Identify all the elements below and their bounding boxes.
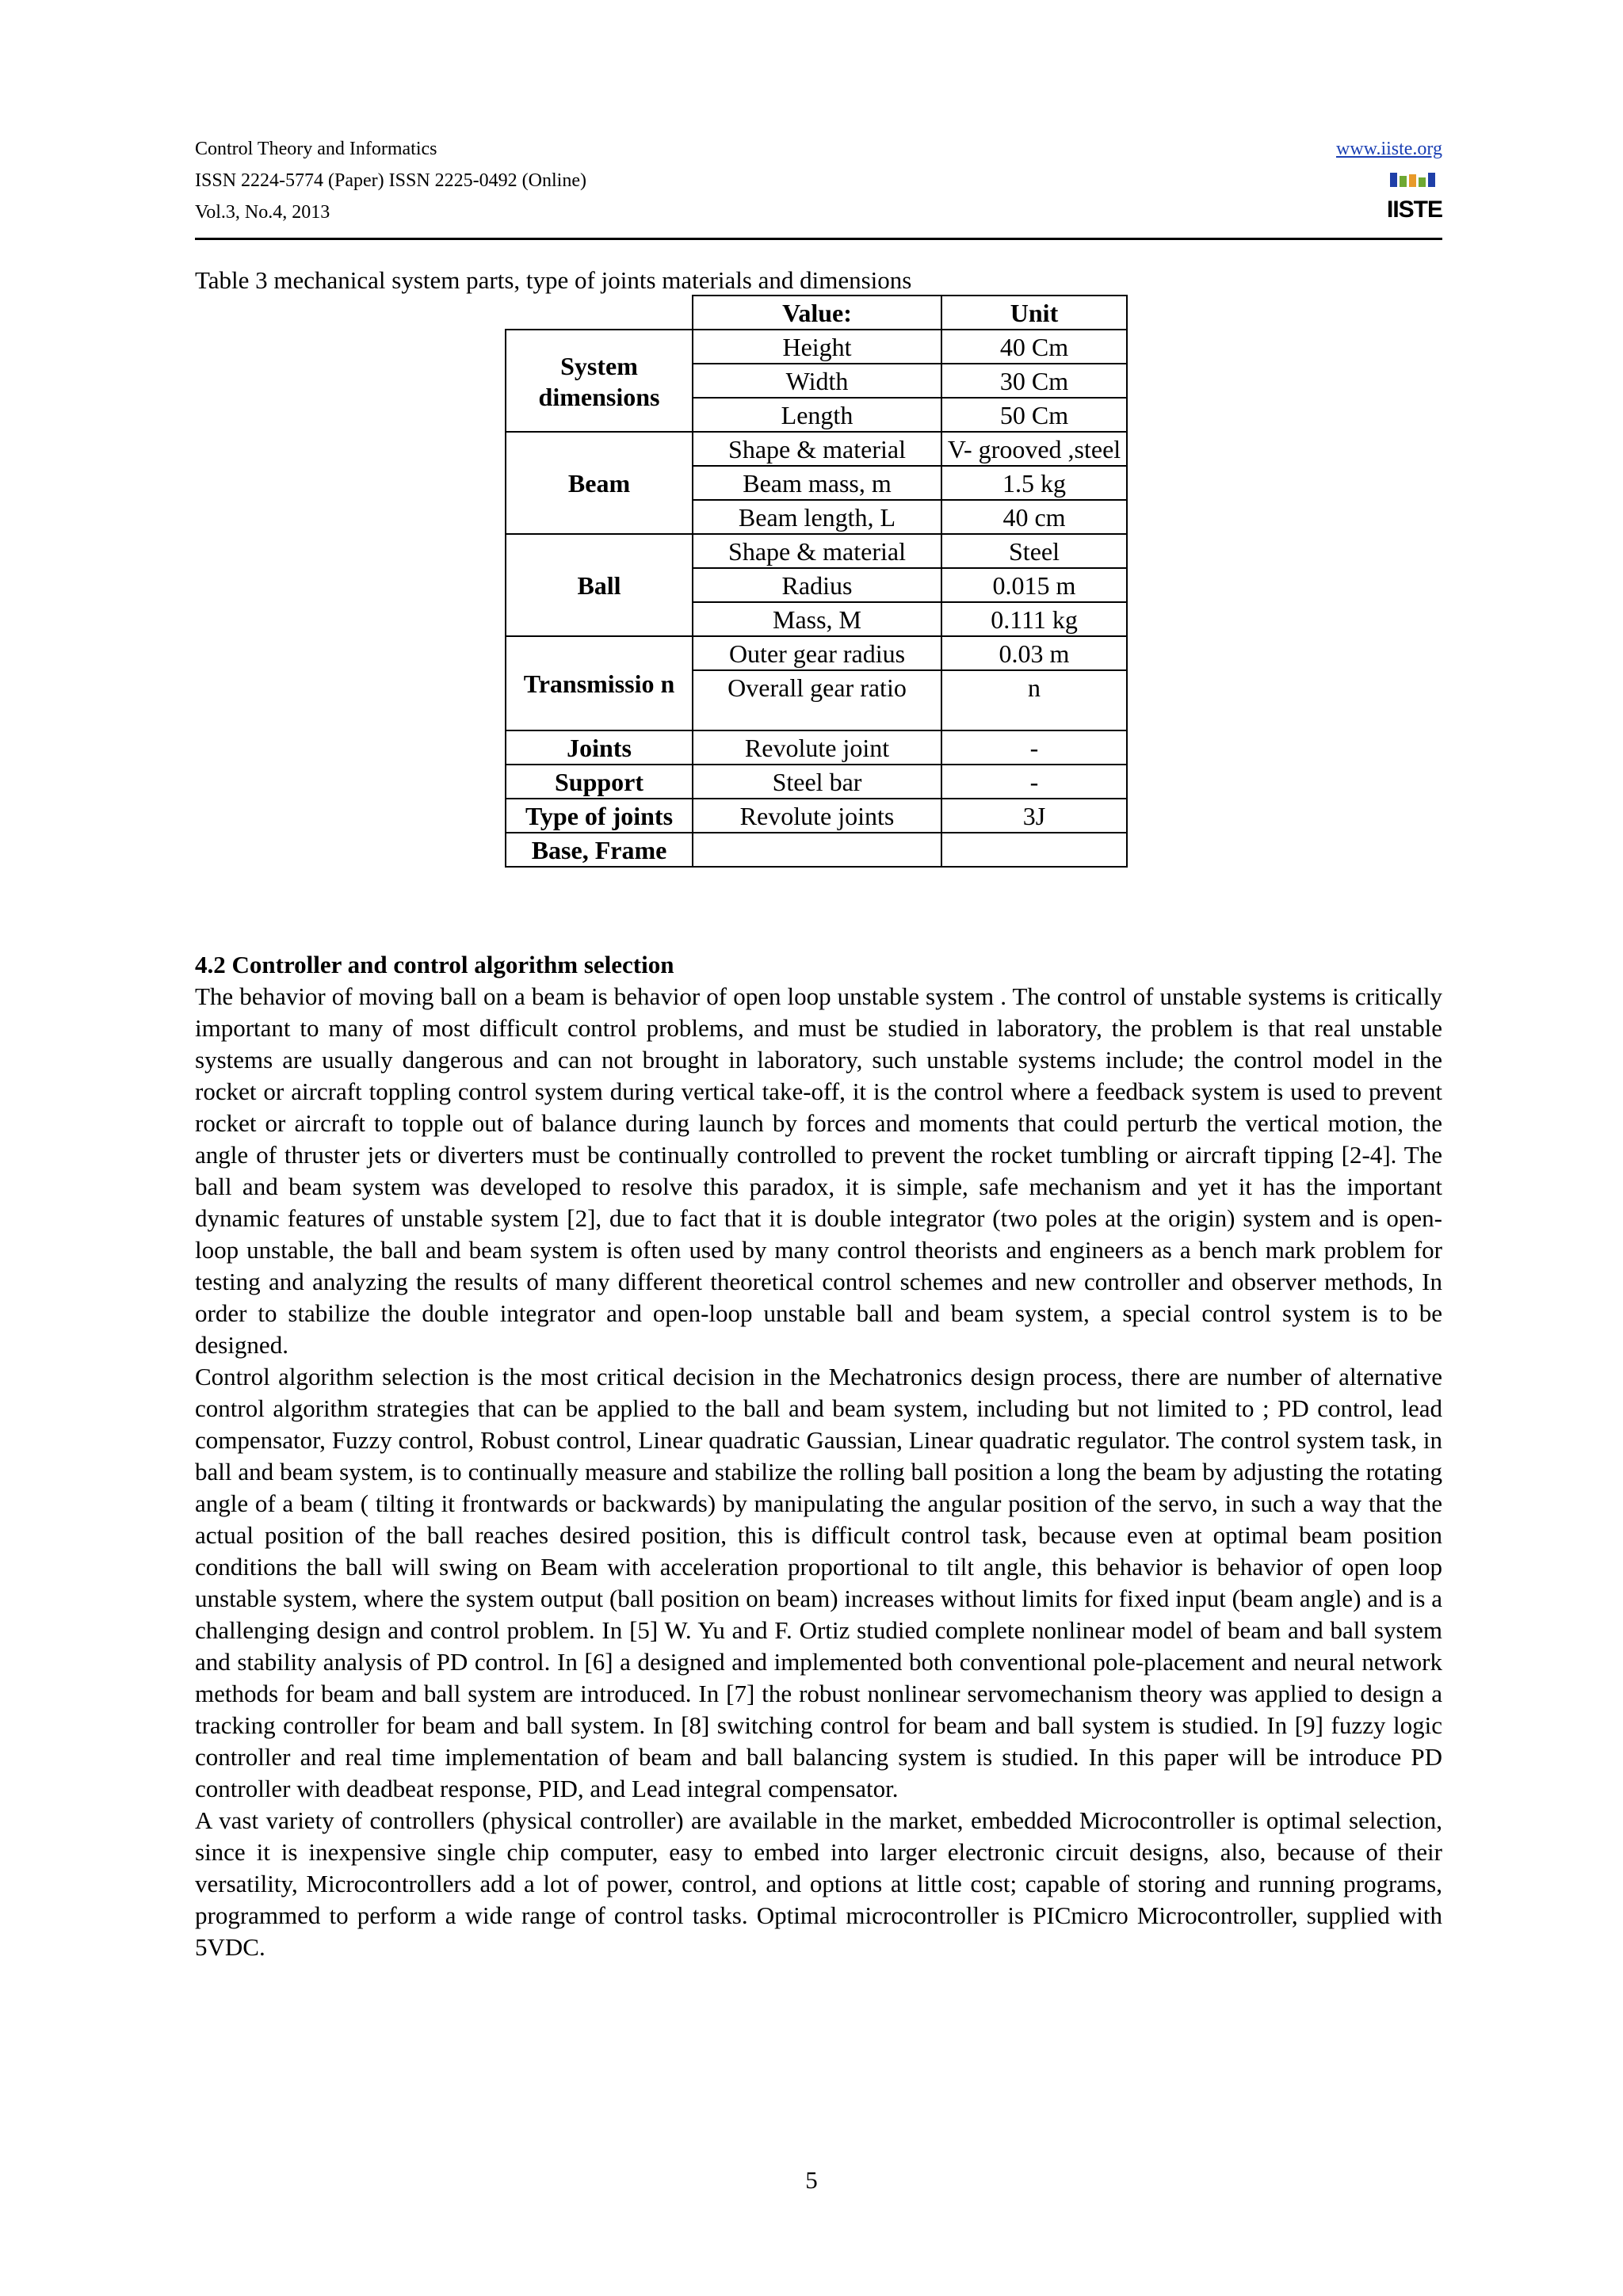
cell-unit: - xyxy=(941,730,1127,765)
group-joints: Joints xyxy=(506,730,693,765)
table-row xyxy=(506,636,1127,670)
cell-value: Radius xyxy=(693,568,941,602)
cell-unit xyxy=(941,833,1127,867)
body-paragraph: Control algorithm selection is the most critical decision in the Mechatronics design process, there are number of alternative control algorithm strategies that can be applied to the ball and beam system, including but not limited to ; PD control, lead compensator, Fuzzy control, Robust control, Linear quadratic Gaussian, Linear quadratic regulator. The control system task, in ball and beam system, is to continually measure and stabilize the rolling ball position a long the beam by adjusting the rotating angle of a beam ( tilting it frontwards or backwards) by manipulating the angular position of the servo, in such a way that the actual position of the ball reaches desired position, this is difficult control task, because even at optimal beam position conditions the ball will swing on Beam with acceleration proportional to tilt angle, this behavior is behavior of open loop unstable system, where the system output (ball position on beam) increases without limits for fixed input (beam angle) and is a challenging design and control problem. In [5] W. Yu and F. Ortiz studied complete nonlinear model of beam and ball system and stability analysis of PD control. In [6] a designed and implemented both conventional pole-placement and neural network methods for beam and ball system are introduced. In [7] the robust nonlinear servomechanism theory was applied to design a tracking controller for beam and ball system. In [8] switching control for beam and ball system is studied. In [9] fuzzy logic controller and real time implementation of beam and ball balancing system is studied. In this paper will be introduce PD controller with deadbeat response, PID, and Lead integral compensator. xyxy=(195,1363,1442,1802)
table-row xyxy=(506,730,1127,765)
cell-unit: 0.111 kg xyxy=(941,602,1127,636)
journal-url-link[interactable]: www.iiste.org xyxy=(1336,139,1442,159)
group-transmission: Transmissio n xyxy=(506,636,693,730)
cell-value: Revolute joint xyxy=(693,730,941,765)
cell-value: Height xyxy=(693,330,941,364)
cell-value: Outer gear radius xyxy=(693,636,941,670)
table-row xyxy=(506,833,1127,867)
cell-value xyxy=(693,833,941,867)
table-row xyxy=(506,534,1127,568)
parameters-table xyxy=(505,295,1128,868)
cell-value: Beam length, L xyxy=(693,500,941,534)
table-row xyxy=(506,432,1127,466)
cell-value: Width xyxy=(693,364,941,398)
cell-unit: 3J xyxy=(941,799,1127,833)
cell-unit: - xyxy=(941,765,1127,799)
volume-line: Vol.3, No.4, 2013 xyxy=(195,202,330,223)
cell-value: Revolute joints xyxy=(693,799,941,833)
cell-unit: 50 Cm xyxy=(941,398,1127,432)
cell-value: Overall gear ratio xyxy=(693,670,941,730)
cell-value: Shape & material xyxy=(693,534,941,568)
cell-unit: 0.015 m xyxy=(941,568,1127,602)
cell-value: Length xyxy=(693,398,941,432)
issn-line: ISSN 2224-5774 (Paper) ISSN 2225-0492 (Online) xyxy=(195,170,586,191)
cell-unit: 0.03 m xyxy=(941,636,1127,670)
page-number: 5 xyxy=(805,2166,818,2194)
svg-text:IISTE: IISTE xyxy=(1387,196,1442,223)
cell-unit: 30 Cm xyxy=(941,364,1127,398)
header-divider xyxy=(195,238,1442,240)
table-caption: Table 3 mechanical system parts, type of joints materials and dimensions xyxy=(195,266,912,294)
group-support: Support xyxy=(506,765,693,799)
cell-unit: n xyxy=(941,670,1127,730)
cell-value: Mass, M xyxy=(693,602,941,636)
body-paragraph: A vast variety of controllers (physical controller) are available in the market, embedded Microcontroller is optimal selection, since it is inexpensive single chip computer, easy to embed into larger electronic circuit designs, also, because of their versatility, Microcontrollers add a lot of power, control, and options at little cost; capable of storing and running programs, programmed to perform a wide range of control tasks. Optimal microcontroller is PICmicro Microcontroller, supplied with 5VDC. xyxy=(195,1806,1442,1961)
journal-title: Control Theory and Informatics xyxy=(195,139,437,159)
table-row xyxy=(506,799,1127,833)
cell-value: Shape & material xyxy=(693,432,941,466)
group-beam: Beam xyxy=(506,432,693,534)
page-header xyxy=(195,133,1442,228)
table-header-row xyxy=(506,296,1127,330)
cell-unit: Steel xyxy=(941,534,1127,568)
cell-unit: 40 Cm xyxy=(941,330,1127,364)
table-corner-cell xyxy=(506,296,693,330)
table-row xyxy=(506,330,1127,364)
cell-value: Steel bar xyxy=(693,765,941,799)
section-controller-selection xyxy=(195,949,1442,1963)
column-header-unit: Unit xyxy=(941,296,1127,330)
table-row xyxy=(506,765,1127,799)
section-heading: 4.2 Controller and control algorithm selection xyxy=(195,951,674,978)
group-ball: Ball xyxy=(506,534,693,636)
cell-unit: 40 cm xyxy=(941,500,1127,534)
iiste-logo-icon xyxy=(1387,173,1442,228)
cell-unit: 1.5 kg xyxy=(941,466,1127,500)
group-type-of-joints: Type of joints xyxy=(506,799,693,833)
cell-value: Beam mass, m xyxy=(693,466,941,500)
group-system-dimensions: System dimensions xyxy=(506,330,693,432)
body-paragraph: The behavior of moving ball on a beam is behavior of open loop unstable system . The control of unstable systems is critically important to many of most difficult control problems, and must be studied in laboratory, the problem is that real unstable systems are usually dangerous and can not brought in laboratory, such unstable systems include; the control model in the rocket or aircraft toppling control system during vertical take-off, it is the control where a feedback system is used to prevent rocket or aircraft to topple out of balance during launch by forces and moments that could perturb the vertical motion, the angle of thruster jets or diverters must be continually controlled to prevent the rocket tumbling or aircraft tipping [2-4]. The ball and beam system was developed to resolve this paradox, it is simple, safe mechanism and yet it has the important dynamic features of unstable system [2], due to fact that it is double integrator (two poles at the origin) system and is open-loop unstable, the ball and beam system is often used by many control theorists and engineers as a bench mark problem for testing and analyzing the results of many different theoretical control schemes and new controller and observer methods, In order to stabilize the double integrator and open-loop unstable ball and beam system, a special control system is to be designed. xyxy=(195,982,1442,1359)
column-header-value: Value: xyxy=(693,296,941,330)
cell-unit: V- grooved ,steel xyxy=(941,432,1127,466)
group-base-frame: Base, Frame xyxy=(506,833,693,867)
